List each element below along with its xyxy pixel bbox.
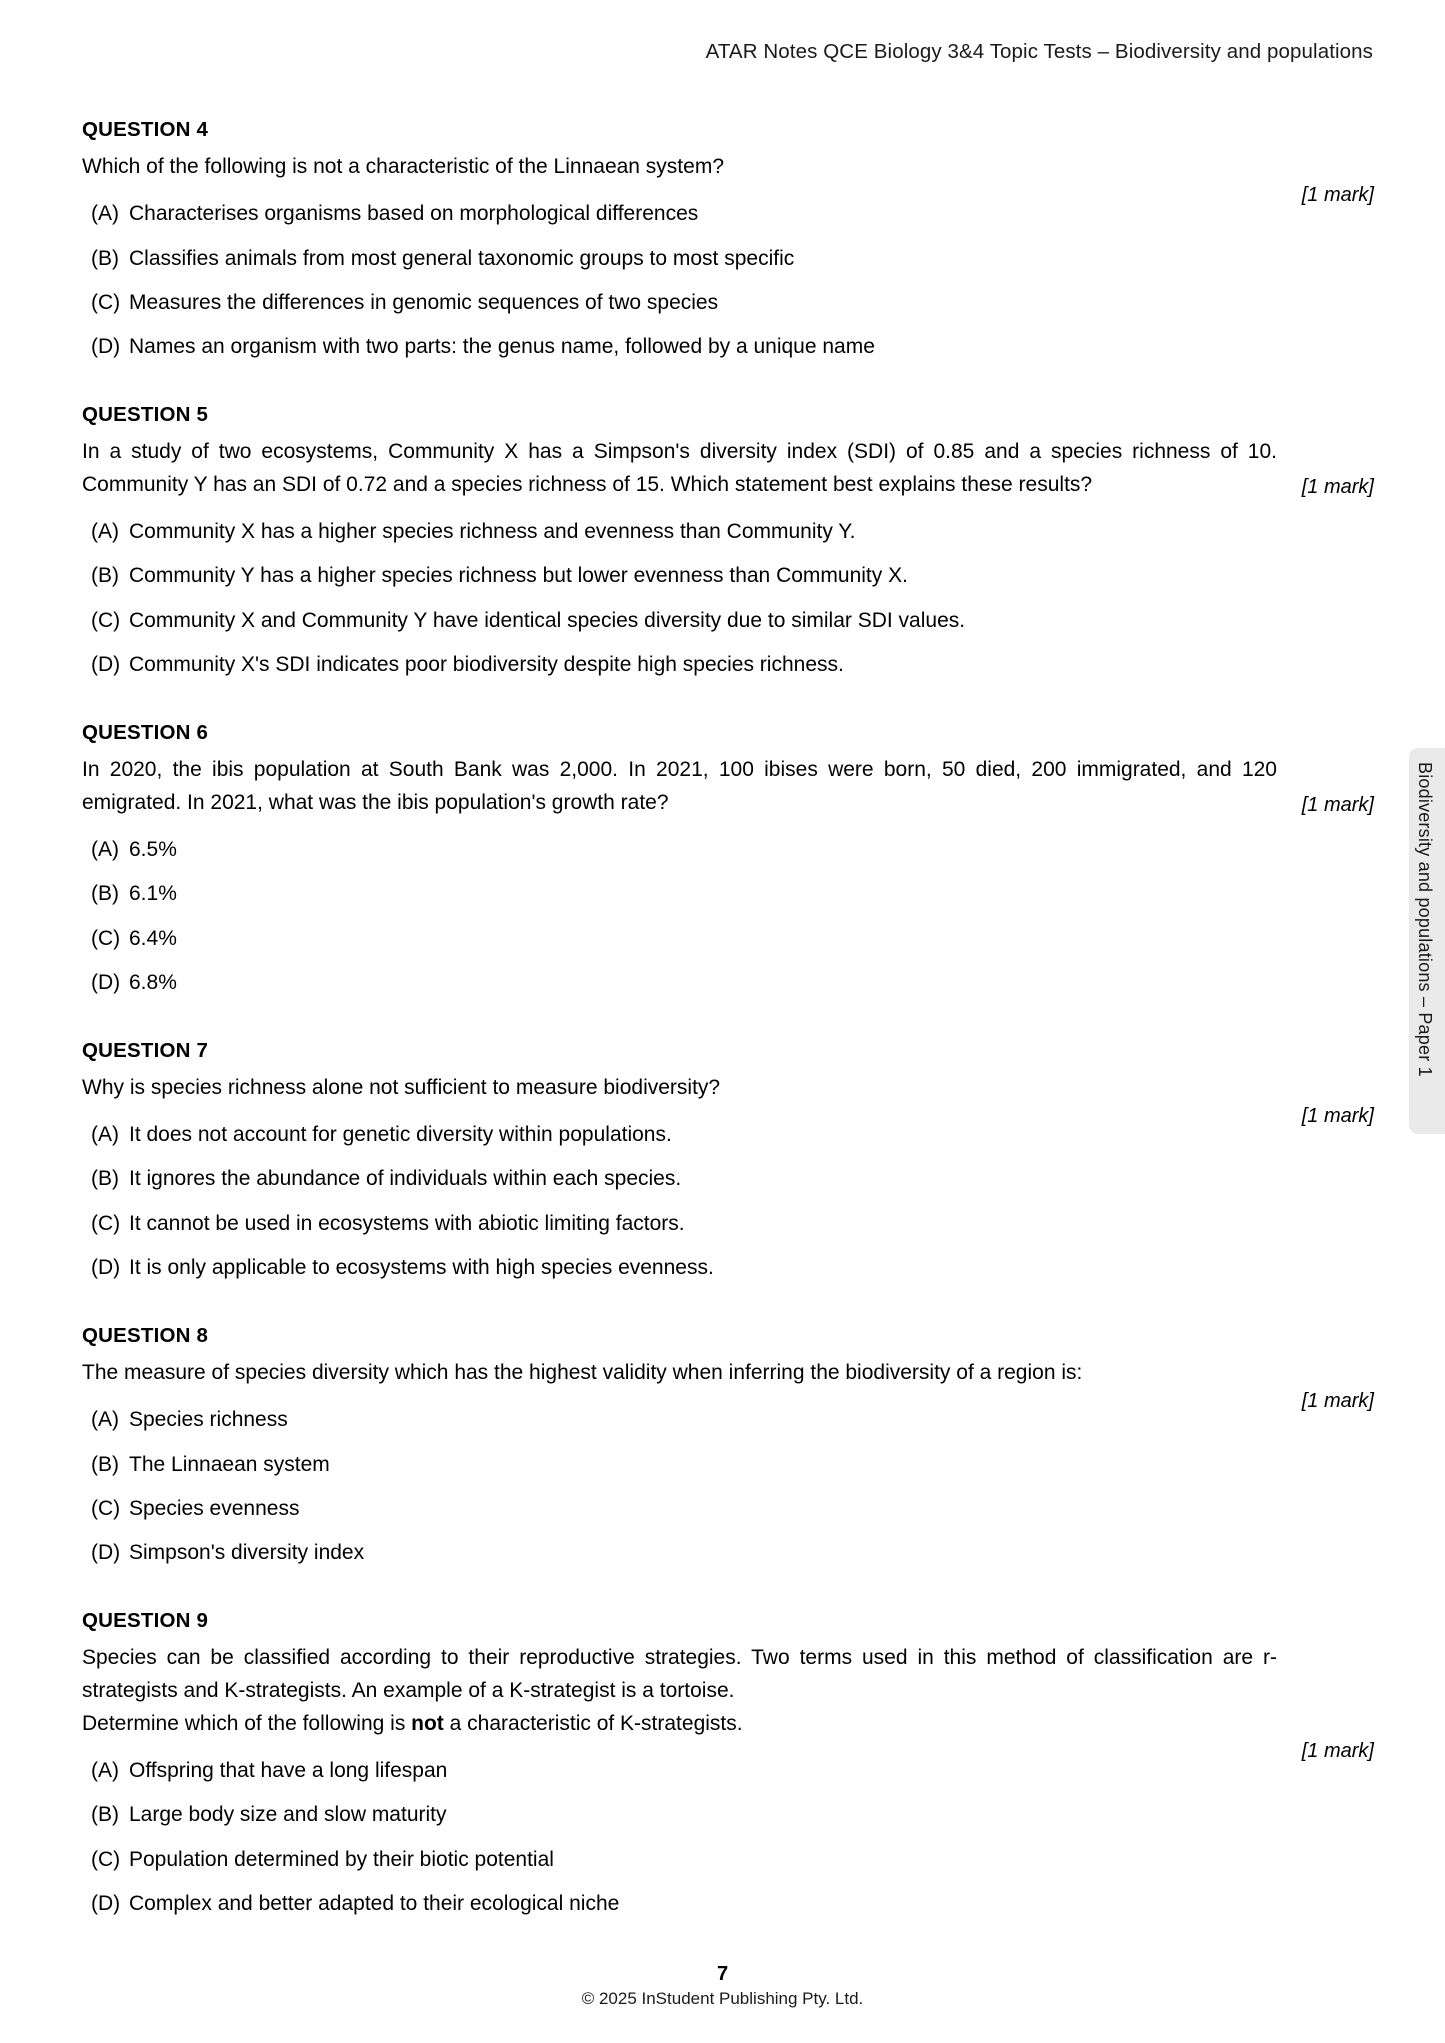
option-label: (B) (91, 564, 119, 588)
question-list (82, 118, 1374, 1926)
question-title-4: QUESTION 4 (82, 118, 209, 141)
question-stem-row-6 (82, 754, 1374, 819)
option-label: (B) (91, 246, 119, 270)
mark-label-5: [1 mark] (1301, 476, 1374, 499)
option-label: (A) (91, 519, 119, 543)
question-block-6 (82, 721, 1374, 1005)
stem-post-text: a characteristic of K-strategists. (443, 1711, 743, 1735)
option-text: Species evenness (129, 1497, 300, 1521)
option-label: (A) (91, 1758, 119, 1782)
question-title-7: QUESTION 7 (82, 1038, 209, 1062)
option-label: (B) (91, 1803, 119, 1827)
option-8-a[interactable] (82, 1398, 1374, 1442)
question-stem-6: In 2020, the ibis population at South Bank was 2,000. In 2021, 100 ibises were born, 50 died, 200 immigrated, and 120 emigrated. In 2021, what was the ibis population's growth rate? (82, 758, 1277, 814)
options-9 (82, 1748, 1374, 1926)
option-text: It is only applicable to ecosystems with high species evenness. (129, 1256, 714, 1280)
side-tab-label: Biodiversity and populations – Paper 1 (1415, 762, 1435, 1077)
option-text: Classifies animals from most general taxonomic groups to most specific (129, 246, 795, 270)
question-stem-row-9b (82, 1708, 1374, 1763)
section-side-tab (1409, 748, 1445, 1134)
option-label: (B) (91, 882, 119, 906)
option-text: Large body size and slow maturity (129, 1803, 447, 1827)
option-text: 6.1% (129, 882, 177, 906)
question-stem-8: The measure of species diversity which has the highest validity when inferring the biodiversity of a region is: (82, 1361, 1083, 1385)
stem-pre-text: Determine which of the following is (82, 1711, 412, 1735)
copyright-notice: © 2025 InStudent Publishing Pty. Ltd. (581, 1989, 864, 2008)
option-7-d[interactable] (82, 1246, 1374, 1290)
option-6-d[interactable] (82, 961, 1374, 1005)
option-text: It does not account for genetic diversity within populations. (129, 1123, 672, 1147)
question-block-8 (82, 1324, 1374, 1575)
option-4-b[interactable] (82, 236, 1374, 280)
option-text: Community X and Community Y have identical species diversity due to similar SDI values. (129, 608, 966, 632)
option-7-b[interactable] (82, 1157, 1374, 1201)
option-5-b[interactable] (82, 554, 1374, 598)
options-4 (82, 192, 1374, 370)
option-text: It ignores the abundance of individuals within each species. (129, 1167, 682, 1191)
option-9-b[interactable] (82, 1793, 1374, 1837)
page-number: 7 (716, 1963, 729, 1985)
question-stem-9: Species can be classified according to their reproductive strategies. Two terms used in this method of classification are r-strategists and K-strategists. An example of a K-strategist is a tortoise. (82, 1646, 1277, 1702)
option-label: (B) (91, 1167, 119, 1191)
mark-label-6: [1 mark] (1301, 794, 1374, 817)
option-label: (D) (91, 1256, 121, 1280)
option-8-b[interactable] (82, 1442, 1374, 1486)
question-block-4 (82, 118, 1374, 369)
option-text: The Linnaean system (129, 1452, 330, 1476)
option-label: (A) (91, 1408, 119, 1432)
option-7-a[interactable] (82, 1113, 1374, 1157)
option-5-a[interactable] (82, 509, 1374, 553)
option-5-c[interactable] (82, 598, 1374, 642)
option-label: (B) (91, 1452, 119, 1476)
question-stem-row-4 (82, 151, 1374, 206)
option-label: (C) (91, 1847, 121, 1871)
option-9-a[interactable] (82, 1748, 1374, 1792)
question-title-6: QUESTION 6 (82, 721, 209, 745)
option-8-c[interactable] (82, 1487, 1374, 1531)
question-block-5 (82, 403, 1374, 687)
option-8-d[interactable] (82, 1531, 1374, 1575)
question-title-8: QUESTION 8 (82, 1324, 209, 1348)
page-footer (0, 1963, 1445, 2009)
option-text: Simpson's diversity index (129, 1541, 365, 1565)
option-text: Measures the differences in genomic sequences of two species (129, 290, 719, 314)
option-text: Complex and better adapted to their ecological niche (129, 1891, 620, 1915)
option-text: 6.5% (129, 837, 177, 861)
header-title: ATAR Notes QCE Biology 3&4 Topic Tests – Biodiversity and populations (705, 40, 1373, 63)
question-stem-row-5 (82, 436, 1374, 501)
option-text: 6.8% (129, 971, 177, 994)
option-label: (C) (91, 1497, 121, 1521)
option-6-b[interactable] (82, 872, 1374, 916)
page-header (0, 40, 1373, 64)
option-text: It cannot be used in ecosystems with abiotic limiting factors. (129, 1211, 685, 1235)
option-label: (C) (91, 608, 121, 632)
options-6 (82, 827, 1374, 1005)
mark-label-7: [1 mark] (1301, 1104, 1374, 1127)
option-9-d[interactable] (82, 1881, 1374, 1925)
option-5-d[interactable] (82, 643, 1374, 687)
option-text: Community X has a higher species richness and evenness than Community Y. (129, 519, 856, 543)
mark-label-8: [1 mark] (1301, 1389, 1374, 1412)
question-stem-row-7 (82, 1072, 1374, 1127)
option-label: (D) (91, 1891, 121, 1915)
option-label: (D) (91, 335, 121, 359)
option-6-a[interactable] (82, 827, 1374, 871)
options-7 (82, 1113, 1374, 1291)
option-4-c[interactable] (82, 280, 1374, 324)
option-label: (D) (91, 971, 121, 994)
option-4-a[interactable] (82, 192, 1374, 236)
question-stem-row-9 (82, 1642, 1374, 1707)
question-block-9 (82, 1609, 1374, 1925)
question-title-9: QUESTION 9 (82, 1609, 209, 1633)
option-label: (D) (91, 1541, 121, 1565)
option-label: (C) (91, 1211, 121, 1235)
option-text: Community Y has a higher species richness but lower evenness than Community X. (129, 564, 908, 588)
option-9-c[interactable] (82, 1837, 1374, 1881)
option-label: (A) (91, 202, 119, 226)
option-text: Species richness (129, 1408, 288, 1432)
question-stem-9-second (82, 1708, 1277, 1741)
option-label: (C) (91, 926, 121, 950)
question-stem-5: In a study of two ecosystems, Community X has a Simpson's diversity index (SDI) of 0.85 and a species richness of 10. Community Y has an SDI of 0.72 and a species richness of 15. Which statement best explains these results? (82, 440, 1277, 496)
options-5 (82, 509, 1374, 687)
mark-label-9: [1 mark] (1301, 1740, 1374, 1763)
question-stem-4: Which of the following is not a characteristic of the Linnaean system? (82, 155, 724, 178)
option-label: (A) (91, 1123, 119, 1147)
option-text: Characterises organisms based on morphological differences (129, 202, 699, 226)
option-label: (D) (91, 653, 121, 677)
option-text: Community X's SDI indicates poor biodiversity despite high species richness. (129, 653, 844, 677)
option-4-d[interactable] (82, 325, 1374, 369)
question-stem-7: Why is species richness alone not sufficient to measure biodiversity? (82, 1075, 721, 1099)
option-6-c[interactable] (82, 916, 1374, 960)
question-title-5: QUESTION 5 (82, 403, 209, 427)
options-8 (82, 1398, 1374, 1576)
stem-bold-not: not (411, 1711, 444, 1735)
option-text: Population determined by their biotic potential (129, 1847, 554, 1871)
option-text: 6.4% (129, 926, 177, 950)
option-label: (C) (91, 290, 121, 314)
option-label: (A) (91, 837, 119, 861)
option-7-c[interactable] (82, 1201, 1374, 1245)
option-text: Names an organism with two parts: the genus name, followed by a unique name (129, 335, 875, 359)
mark-label-4: [1 mark] (1301, 183, 1374, 206)
question-block-7 (82, 1039, 1374, 1290)
question-stem-row-8 (82, 1357, 1374, 1412)
option-text: Offspring that have a long lifespan (129, 1758, 448, 1782)
